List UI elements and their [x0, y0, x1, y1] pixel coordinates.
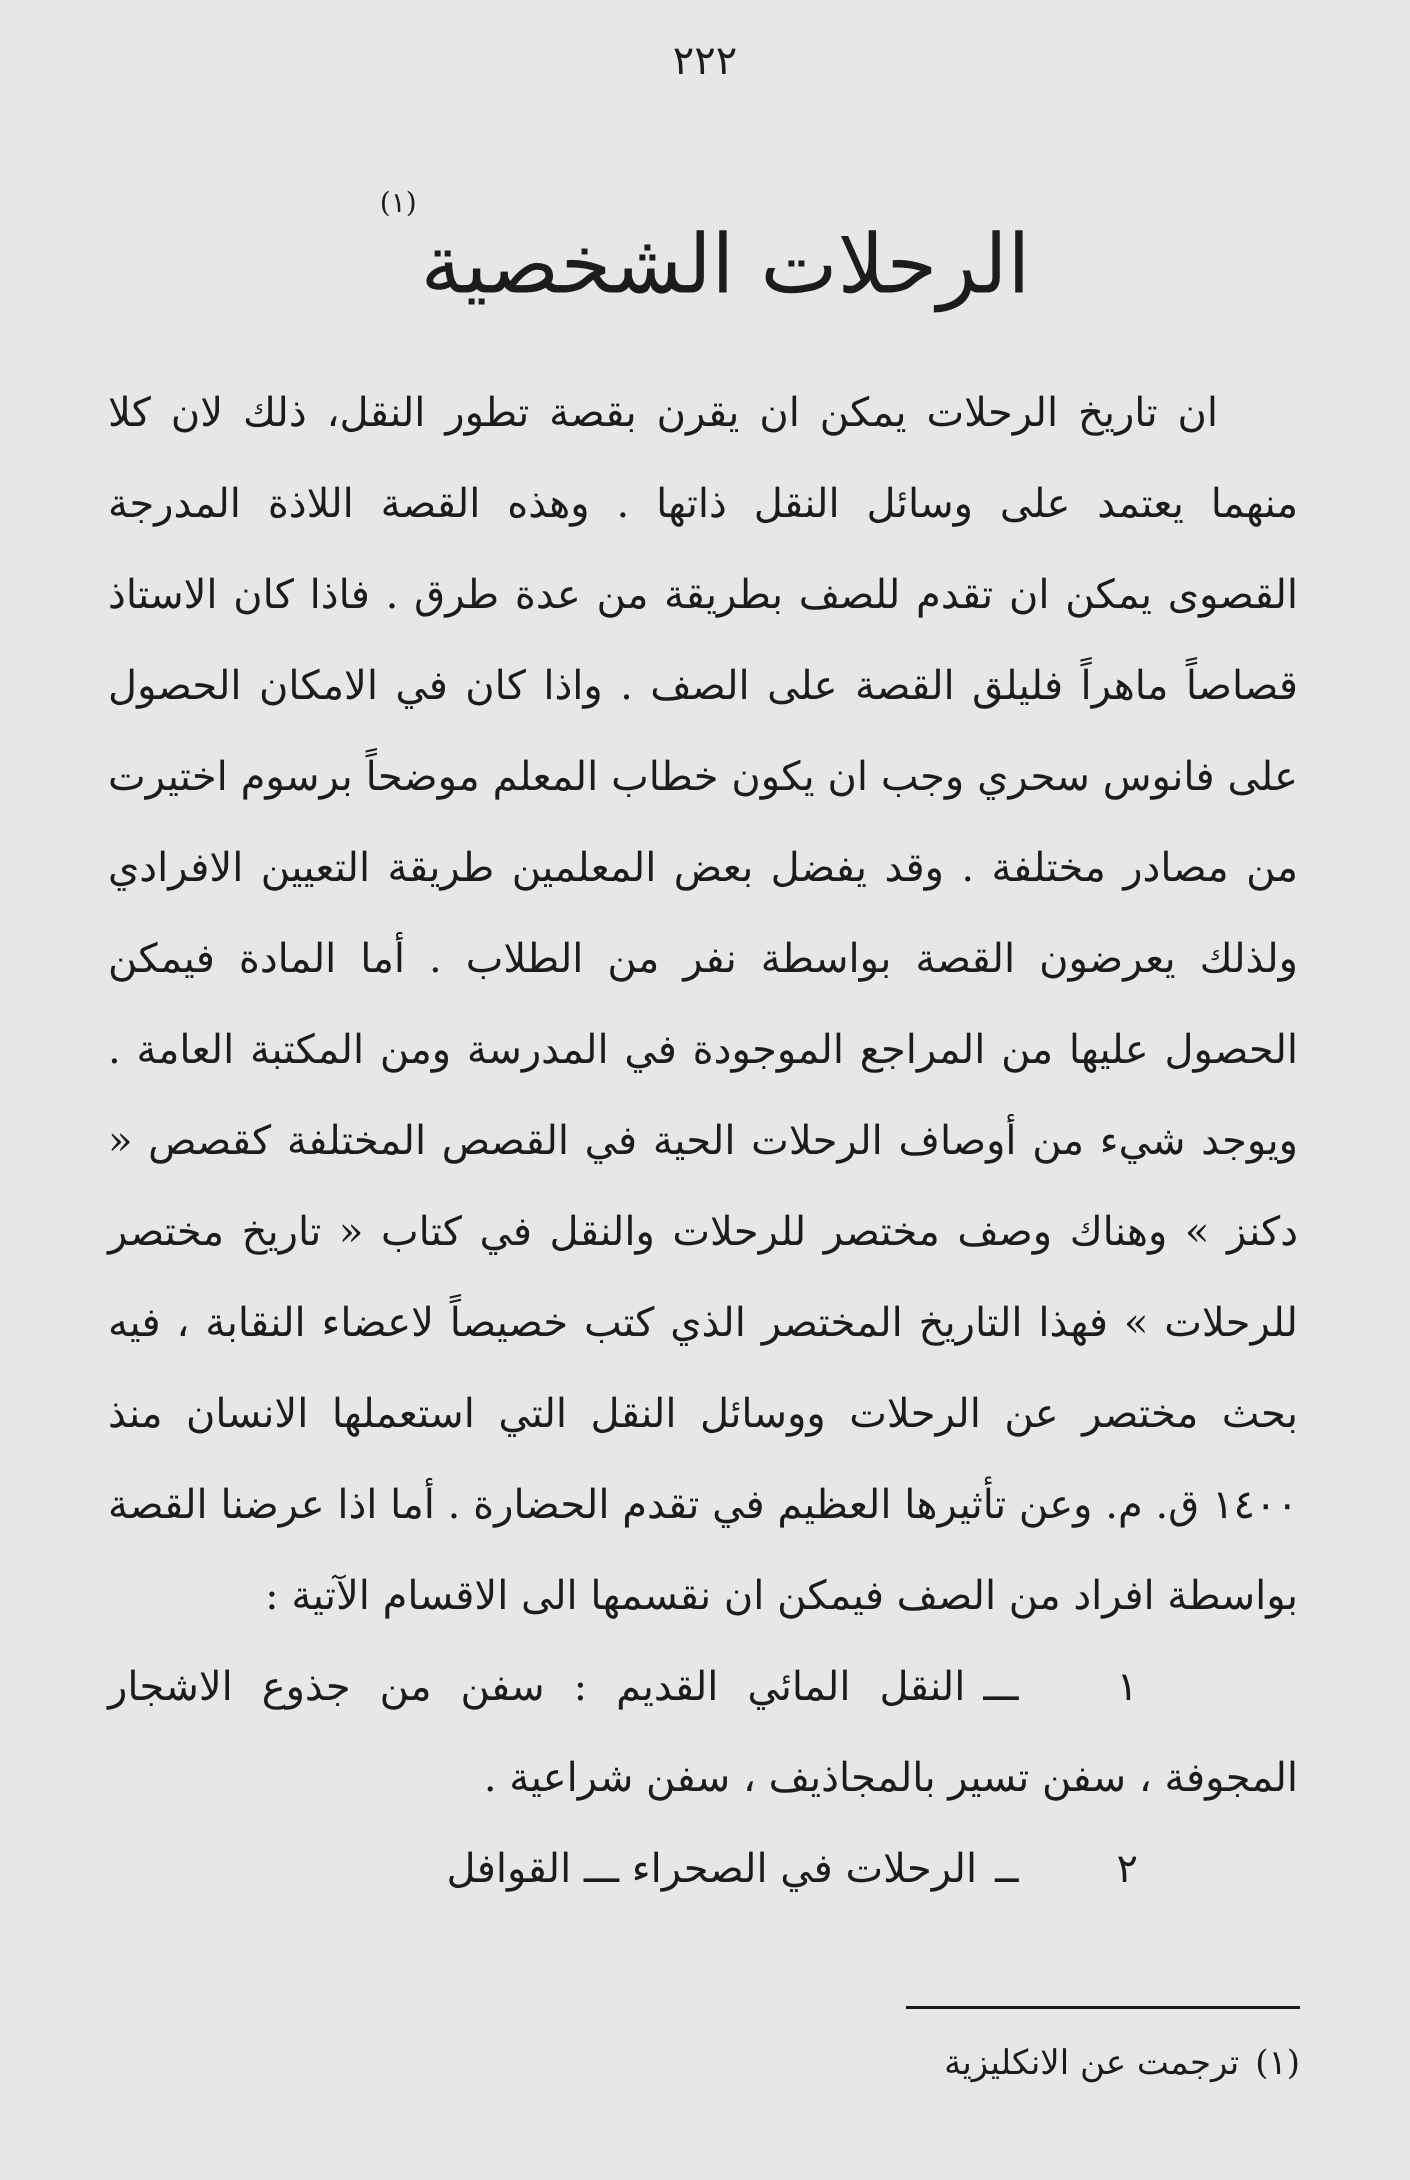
- page-title: [379, 186, 1031, 325]
- page-title-text: الرحلات الشخصية: [420, 217, 1031, 313]
- footnote: [500, 2038, 1300, 2088]
- footnote-divider: [906, 2006, 1300, 2009]
- list-item: [108, 1824, 1298, 1915]
- list-item-number: ١: [1116, 1664, 1138, 1710]
- footnote-text: ترجمت عن الانكليزية: [944, 2043, 1240, 2083]
- list-item-text: الرحلات في الصحراء ـــ القوافل: [446, 1846, 978, 1892]
- footnote-number: (١): [1255, 2043, 1300, 2083]
- list-item-dash: ــ: [995, 1846, 1019, 1892]
- list-item: [108, 1642, 1298, 1824]
- main-paragraph: ان تاريخ الرحلات يمكن ان يقرن بقصة تطور النقل، ذلك لان كلا منهما يعتمد على وسائل النقل ذاتها . وهذه القصة اللاذة المدرجة القصوى يمكن ان تقدم للصف بطريقة من عدة طرق . فاذا كان الاستاذ قصاصاً ماهراً فليلق القصة على الصف . واذا كان في الامكان الحصول على فانوس سحري وجب ان يكون خطاب المعلم موضحاً برسوم اختيرت من مصادر مختلفة . وقد يفضل بعض المعلمين طريقة التعيين الافرادي ولذلك يعرضون القصة بواسطة نفر من الطلاب . أما المادة فيمكن الحصول عليها من المراجع الموجودة في المدرسة ومن المكتبة العامة . ويوجد شيء من أوصاف الرحلات الحية في القصص المختلفة كقصص « دكنز » وهناك وصف مختصر للرحلات والنقل في كتاب « تاريخ مختصر للرحلات » فهذا التاريخ المختصر الذي كتب خصيصاً لاعضاء النقابة ، فيه بحث مختصر عن الرحلات ووسائل النقل التي استعملها الانسان منذ ١٤٠٠ ق. م. وعن تأثيرها العظيم في تقدم الحضارة . أما اذا عرضنا القصة بواسطة افراد من الصف فيمكن ان نقسمها الى الاقسام الآتية :: [108, 390, 1298, 1619]
- page-number: ٢٢٢: [672, 38, 738, 84]
- title-block: [0, 186, 1410, 325]
- list-item-number: ٢: [1116, 1846, 1138, 1892]
- list-item-text: النقل المائي القديم : سفن من جذوع الاشجار المجوفة ، سفن تسير بالمجاذيف ، سفن شراعية .: [108, 1664, 1298, 1801]
- list-item-dash: ـــ: [983, 1664, 1019, 1710]
- title-footnote-marker: (١): [379, 186, 417, 219]
- body-text: [108, 368, 1298, 1915]
